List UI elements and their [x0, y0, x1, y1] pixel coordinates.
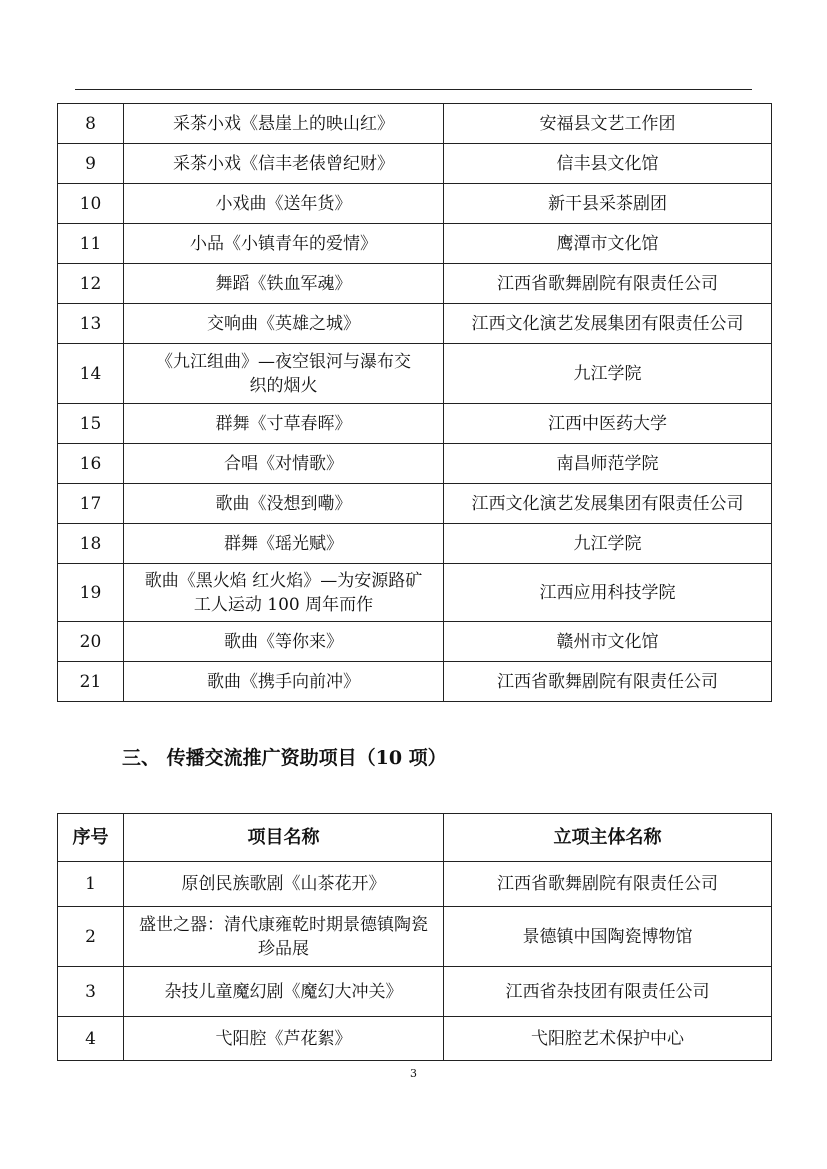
- project-name: 小戏曲《送年货》: [124, 184, 444, 224]
- project-name: 小品《小镇青年的爱情》: [124, 224, 444, 264]
- project-name: 杂技儿童魔幻剧《魔幻大冲关》: [124, 967, 444, 1017]
- table-row: [58, 484, 772, 524]
- table-row: [58, 967, 772, 1017]
- entity-name: 江西省歌舞剧院有限责任公司: [444, 862, 772, 907]
- entity-name: 南昌师范学院: [444, 444, 772, 484]
- entity-name: 江西省歌舞剧院有限责任公司: [444, 662, 772, 702]
- project-name: 歌曲《携手向前冲》: [124, 662, 444, 702]
- table-row: [58, 622, 772, 662]
- entity-name: 九江学院: [444, 344, 772, 404]
- table-performance-projects-continued: [57, 103, 772, 702]
- row-number: 13: [58, 304, 124, 344]
- entity-name: 景德镇中国陶瓷博物馆: [444, 907, 772, 967]
- row-number: 18: [58, 524, 124, 564]
- row-number: 12: [58, 264, 124, 304]
- entity-name: 江西文化演艺发展集团有限责任公司: [444, 484, 772, 524]
- project-name: 盛世之器：清代康雍乾时期景德镇陶瓷珍品展: [124, 907, 444, 967]
- section-heading: 三、 传播交流推广资助项目（10 项）: [122, 747, 447, 769]
- project-name: 歌曲《等你来》: [124, 622, 444, 662]
- table-promotion-projects: [57, 813, 772, 1061]
- page-number: 3: [410, 1067, 417, 1080]
- table-row: [58, 344, 772, 404]
- header-rule: [75, 89, 752, 90]
- project-name: 采茶小戏《信丰老俵曾纪财》: [124, 144, 444, 184]
- project-name: 舞蹈《铁血军魂》: [124, 264, 444, 304]
- row-number: 14: [58, 344, 124, 404]
- row-number: 10: [58, 184, 124, 224]
- table-header-row: [58, 814, 772, 862]
- table-row: [58, 304, 772, 344]
- table-row: [58, 404, 772, 444]
- table-row: [58, 264, 772, 304]
- row-number: 16: [58, 444, 124, 484]
- project-name: 歌曲《黑火焰 红火焰》—为安源路矿工人运动 100 周年而作: [124, 564, 444, 622]
- row-number: 19: [58, 564, 124, 622]
- entity-name: 鹰潭市文化馆: [444, 224, 772, 264]
- entity-name: 江西省歌舞剧院有限责任公司: [444, 264, 772, 304]
- table-row: [58, 564, 772, 622]
- row-number: 21: [58, 662, 124, 702]
- entity-name: 赣州市文化馆: [444, 622, 772, 662]
- table-row: [58, 907, 772, 967]
- project-name: 合唱《对情歌》: [124, 444, 444, 484]
- table-row: [58, 184, 772, 224]
- header-no: 序号: [58, 814, 124, 862]
- table-row: [58, 144, 772, 184]
- row-number: 3: [58, 967, 124, 1017]
- entity-name: 安福县文艺工作团: [444, 104, 772, 144]
- project-name: 原创民族歌剧《山茶花开》: [124, 862, 444, 907]
- table-row: [58, 662, 772, 702]
- entity-name: 信丰县文化馆: [444, 144, 772, 184]
- table-row: [58, 524, 772, 564]
- project-name: 群舞《瑶光赋》: [124, 524, 444, 564]
- table-row: [58, 104, 772, 144]
- entity-name: 江西省杂技团有限责任公司: [444, 967, 772, 1017]
- entity-name: 江西应用科技学院: [444, 564, 772, 622]
- row-number: 9: [58, 144, 124, 184]
- project-name: 弋阳腔《芦花絮》: [124, 1017, 444, 1061]
- entity-name: 江西文化演艺发展集团有限责任公司: [444, 304, 772, 344]
- table-row: [58, 1017, 772, 1061]
- project-name: 采茶小戏《悬崖上的映山红》: [124, 104, 444, 144]
- project-name: 群舞《寸草春晖》: [124, 404, 444, 444]
- table-row: [58, 862, 772, 907]
- table-row: [58, 444, 772, 484]
- row-number: 11: [58, 224, 124, 264]
- row-number: 1: [58, 862, 124, 907]
- row-number: 17: [58, 484, 124, 524]
- entity-name: 九江学院: [444, 524, 772, 564]
- header-entity: 立项主体名称: [444, 814, 772, 862]
- row-number: 15: [58, 404, 124, 444]
- entity-name: 江西中医药大学: [444, 404, 772, 444]
- table-row: [58, 224, 772, 264]
- row-number: 2: [58, 907, 124, 967]
- entity-name: 弋阳腔艺术保护中心: [444, 1017, 772, 1061]
- row-number: 4: [58, 1017, 124, 1061]
- project-name: 歌曲《没想到嘞》: [124, 484, 444, 524]
- header-project: 项目名称: [124, 814, 444, 862]
- project-name: 《九江组曲》—夜空银河与瀑布交织的烟火: [124, 344, 444, 404]
- project-name: 交响曲《英雄之城》: [124, 304, 444, 344]
- entity-name: 新干县采茶剧团: [444, 184, 772, 224]
- row-number: 20: [58, 622, 124, 662]
- row-number: 8: [58, 104, 124, 144]
